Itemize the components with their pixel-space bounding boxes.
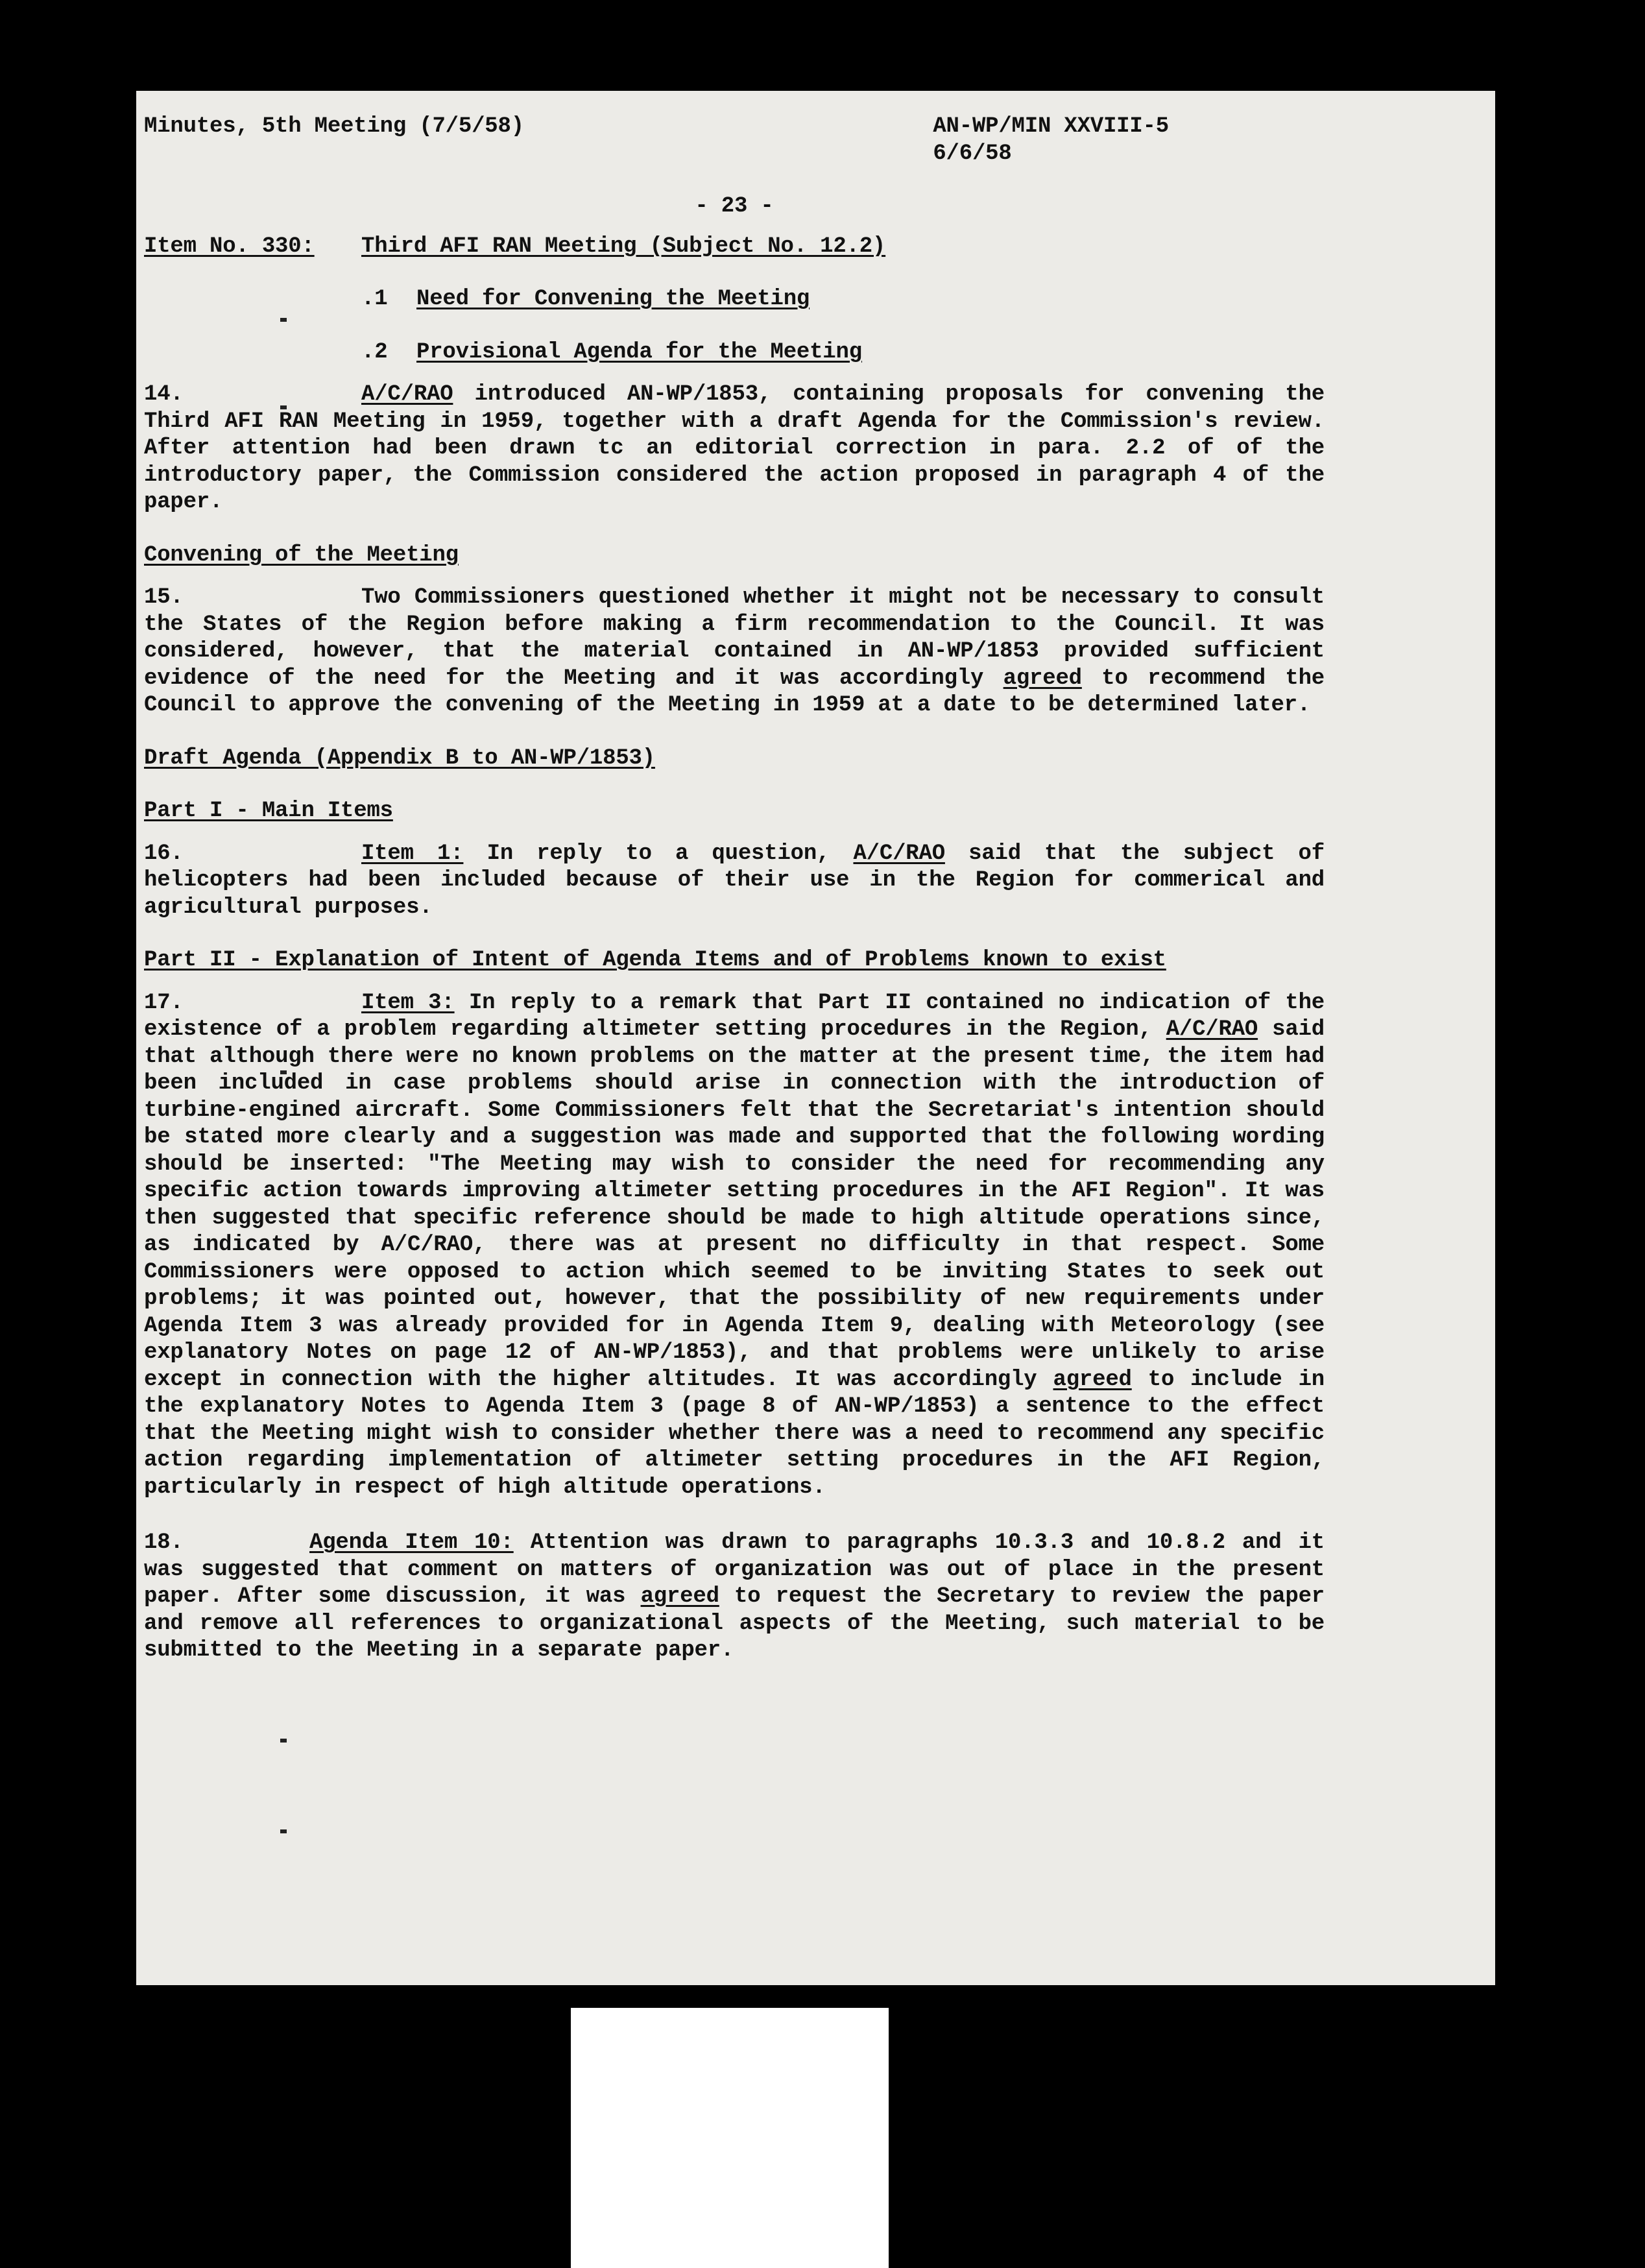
item-heading xyxy=(144,234,1325,261)
doc-reference: AN-WP/MIN XXVIII-5 xyxy=(933,114,1169,139)
paragraph-number: 15. xyxy=(144,585,184,610)
paragraph-number: 16. xyxy=(144,841,184,866)
paragraph-text: In reply to a remark that Part II contained no indication of the existence of a problem regarding altimeter setting procedures in the Region, xyxy=(144,990,1325,1042)
paragraph-text: to include in the explanatory Notes to Agenda Item 3 (page 8 of AN-WP/1853) a sentence to the effect that the Meeting might wish to consider whether there was a need to recommend any specific action regarding implementation of altimeter setting procedures in the AFI Region, particularly in respect of high altitude operations. xyxy=(144,1367,1325,1500)
paragraph-number: 17. xyxy=(144,990,184,1015)
paragraph-text: introduced AN-WP/1853, containing proposals for convening the Third AFI RAN Meeting in 1959, together with a draft Agenda for the Commission's review. After attention had been drawn tc an editorial correction in para. 2.2 of of the introductory paper, the Commission considered the action proposed in paragraph 4 of the paper. xyxy=(144,382,1325,514)
paragraph-text: Two Commissioners questioned whether it might not be necessary to consult the States of the Region before making a firm recommendation to the Council. It was considered, however, that the material contained in AN-WP/1853 provided sufficient evidence of the need for the Meeting and it was accordingly xyxy=(144,585,1325,691)
agreed-emphasis: agreed xyxy=(1003,666,1082,691)
reference-acrao: A/C/RAO xyxy=(853,841,945,866)
paragraph-text: said that the subject of helicopters had been included because of their use in the Region for commerical and agricultural purposes. xyxy=(144,841,1325,920)
margin-mark xyxy=(280,1829,287,1833)
paragraph-18 xyxy=(144,1530,1325,1665)
sub-item-number: .1 xyxy=(361,287,388,311)
reference-acrao: A/C/RAO xyxy=(1166,1017,1258,1042)
header-left: Minutes, 5th Meeting (7/5/58) xyxy=(144,114,524,139)
paragraph-text: In reply to a question, xyxy=(486,841,830,866)
sub-item-number: .2 xyxy=(361,339,388,365)
paragraph-text: to recommend the Council to approve the convening of the Meeting in 1959 at a date to be determined later. xyxy=(144,666,1325,718)
paragraph-text: said that although there were no known problems on the matter at the present time, the item had been included in case problems should arise in connection with the introduction of turbine-engined aircraft. Some Commissioners felt that the Secretariat's intention should be stated more clearly and a suggestion was made and supported that the following wording should be inserted: "The Meeting may wish to consider the need for recommending any specific action towards improving altimeter setting procedures in the AFI Region". It was then suggested that specific reference should be made to high altitude operations since, as indicated by A/C/RAO, there was at present no difficulty in that respect. Some Commissioners were opposed to action which seemed to be inviting States to seek out problems; it was pointed out, however, that the possibility of new requirements under Agenda Item 3 was already provided for in Agenda Item 9, dealing with Meteorology (see explanatory Notes on page 12 of AN-WP/1853), and that problems were unlikely to arise except in connection with the higher altitudes. It was accordingly xyxy=(144,1017,1325,1392)
paragraph-text: Attention was drawn to paragraphs 10.3.3 and 10.8.2 and it was suggested that comment on matters of organization was out of place in the present paper. After some discussion, it was xyxy=(144,1530,1325,1609)
margin-mark xyxy=(280,1739,287,1743)
paragraph-15 xyxy=(144,585,1325,719)
sub-item-2 xyxy=(144,339,1325,367)
paragraph-16 xyxy=(144,841,1325,922)
agreed-emphasis: agreed xyxy=(1053,1367,1132,1392)
sub-item-1 xyxy=(144,286,1325,313)
paragraph-text: to request the Secretary to review the paper and remove all references to organizational aspects of the Meeting, such material to be submitted to the Meeting in a separate paper. xyxy=(144,1584,1325,1663)
agreed-emphasis: agreed xyxy=(640,1584,719,1609)
page-number: - 23 - xyxy=(695,194,774,219)
paragraph-14 xyxy=(144,381,1325,516)
heading-convening: Convening of the Meeting xyxy=(144,542,459,568)
heading-part-1: Part I - Main Items xyxy=(144,799,393,823)
paragraph-number: 18. xyxy=(144,1530,184,1555)
agenda-item-label: Agenda Item 10: xyxy=(309,1530,514,1555)
sub-item-text: Need for Convening the Meeting xyxy=(416,287,810,311)
paragraph-number: 14. xyxy=(144,382,184,407)
agenda-item-label: Item 3: xyxy=(361,990,455,1015)
paragraph-17 xyxy=(144,990,1325,1502)
agenda-item-label: Item 1: xyxy=(361,841,464,866)
header-right xyxy=(933,114,1169,167)
heading-part-2: Part II - Explanation of Intent of Agenda Items and of Problems known to exist xyxy=(144,948,1166,972)
item-title: Third AFI RAN Meeting (Subject No. 12.2) xyxy=(361,234,886,259)
page-header xyxy=(144,114,1325,167)
blank-label-card xyxy=(571,2008,889,2268)
heading-draft-agenda: Draft Agenda (Appendix B to AN-WP/1853) xyxy=(144,745,655,771)
document-content xyxy=(144,114,1325,1665)
item-label: Item No. 330: xyxy=(144,234,315,259)
sub-item-text: Provisional Agenda for the Meeting xyxy=(416,339,862,365)
doc-date: 6/6/58 xyxy=(933,141,1012,166)
reference-acrao: A/C/RAO xyxy=(361,382,453,407)
